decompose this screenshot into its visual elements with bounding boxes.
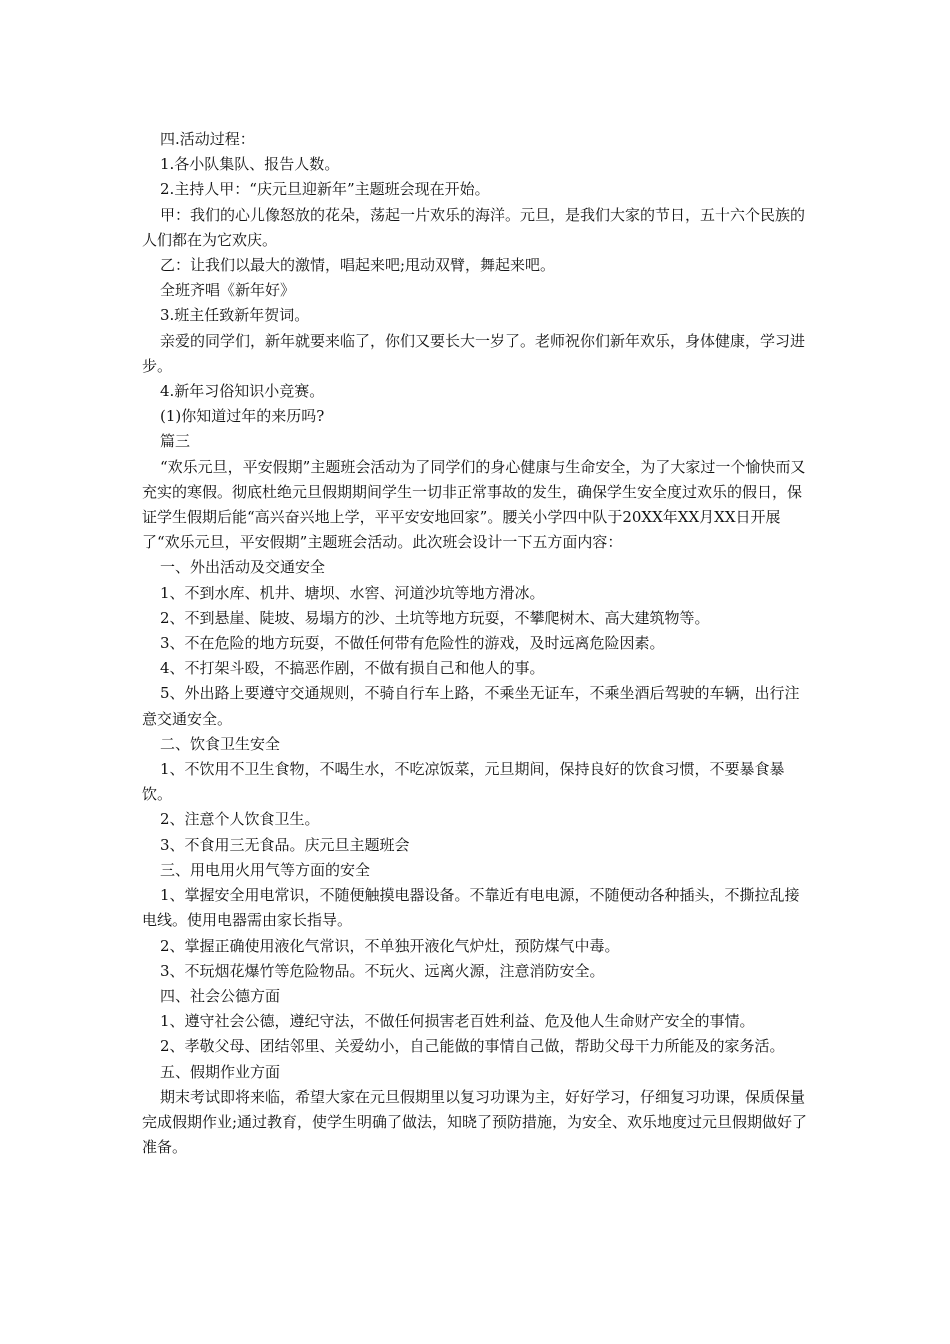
- section-heading: 四、社会公德方面: [160, 986, 281, 1005]
- section-heading: 篇三: [160, 432, 191, 451]
- list-item: 3、不食用三无食品。庆元旦主题班会: [160, 835, 410, 854]
- paragraph: 亲爱的同学们，新年就要来临了，你们又要长大一岁了。老师祝你们新年欢乐，身体健康，学习进步。: [142, 331, 806, 375]
- paragraph: 期末考试即将来临，希望大家在元旦假期里以复习功课为主，好好学习，仔细复习功课，保质保量完成假期作业;通过教育，使学生明确了做法，知晓了预防措施，为安全、欢乐地度过元旦假期做好了准备。: [142, 1087, 808, 1157]
- paragraph: 4.新年习俗知识小竞赛。: [160, 382, 325, 401]
- list-item: 1、遵守社会公德，遵纪守法，不做任何损害老百姓利益、危及他人生命财产安全的事情。: [160, 1012, 755, 1031]
- paragraph: “欢乐元旦，平安假期”主题班会活动为了同学们的身心健康与生命安全，为了大家过一个愉快而又充实的寒假。彻底杜绝元旦假期期间学生一切非正常事故的发生，确保学生安全度过欢乐的假日，保证学生假期后能“高兴奋兴地上学，平平安安地回家”。腰关小学四中队于20XX年XX月XX日开展了“欢乐元旦，平安假期”主题班会活动。此次班会设计一下五方面内容：: [142, 457, 806, 552]
- section-heading: 二、饮食卫生安全: [160, 734, 281, 753]
- list-item: 3、不玩烟花爆竹等危险物品。不玩火、远离火源，注意消防安全。: [160, 961, 605, 980]
- document-body: [142, 127, 812, 1160]
- list-item: 2、注意个人饮食卫生。: [160, 810, 320, 829]
- list-item: 5、外出路上要遵守交通规则，不骑自行车上路，不乘坐无证车，不乘坐酒后驾驶的车辆，出行注意交通安全。: [142, 684, 800, 728]
- section-heading: 五、假期作业方面: [160, 1062, 281, 1081]
- paragraph: 乙：让我们以最大的激情，唱起来吧;甩动双臂，舞起来吧。: [160, 256, 556, 275]
- paragraph: 3.班主任致新年贺词。: [160, 306, 310, 325]
- list-item: 3、不在危险的地方玩耍，不做任何带有危险性的游戏，及时远离危险因素。: [160, 634, 665, 653]
- paragraph: 2.主持人甲：“庆元旦迎新年”主题班会现在开始。: [160, 180, 490, 199]
- section-heading: 一、外出活动及交通安全: [160, 558, 326, 577]
- list-item: 1、掌握安全用电常识，不随便触摸电器设备。不靠近有电电源，不随便动各种插头，不撕拉乱接电线。使用电器需由家长指导。: [142, 886, 800, 930]
- list-item: 4、不打架斗殴，不搞恶作剧，不做有损自己和他人的事。: [160, 659, 545, 678]
- paragraph: 甲：我们的心儿像怒放的花朵，荡起一片欢乐的海洋。元旦，是我们大家的节日，五十六个民族的人们都在为它欢庆。: [142, 205, 806, 249]
- list-item: 1、不饮用不卫生食物，不喝生水，不吃凉饭菜，元旦期间，保持良好的饮食习惯，不要暴食暴饮。: [142, 760, 785, 804]
- list-item: 2、不到悬崖、陡坡、易塌方的沙、土坑等地方玩耍，不攀爬树木、高大建筑物等。: [160, 608, 710, 627]
- list-item: 2、孝敬父母、团结邻里、关爱幼小，自己能做的事情自己做，帮助父母干力所能及的家务活。: [160, 1037, 785, 1056]
- paragraph: 1.各小队集队、报告人数。: [160, 155, 340, 174]
- section-heading: 三、用电用火用气等方面的安全: [160, 860, 371, 879]
- list-item: 2、掌握正确使用液化气常识，不单独开液化气炉灶，预防煤气中毒。: [160, 936, 620, 955]
- paragraph: (1)你知道过年的来历吗?: [160, 407, 325, 426]
- paragraph: 四.活动过程：: [160, 130, 255, 148]
- paragraph: 全班齐唱《新年好》: [160, 281, 296, 300]
- list-item: 1、不到水库、机井、塘坝、水窖、河道沙坑等地方滑冰。: [160, 583, 545, 602]
